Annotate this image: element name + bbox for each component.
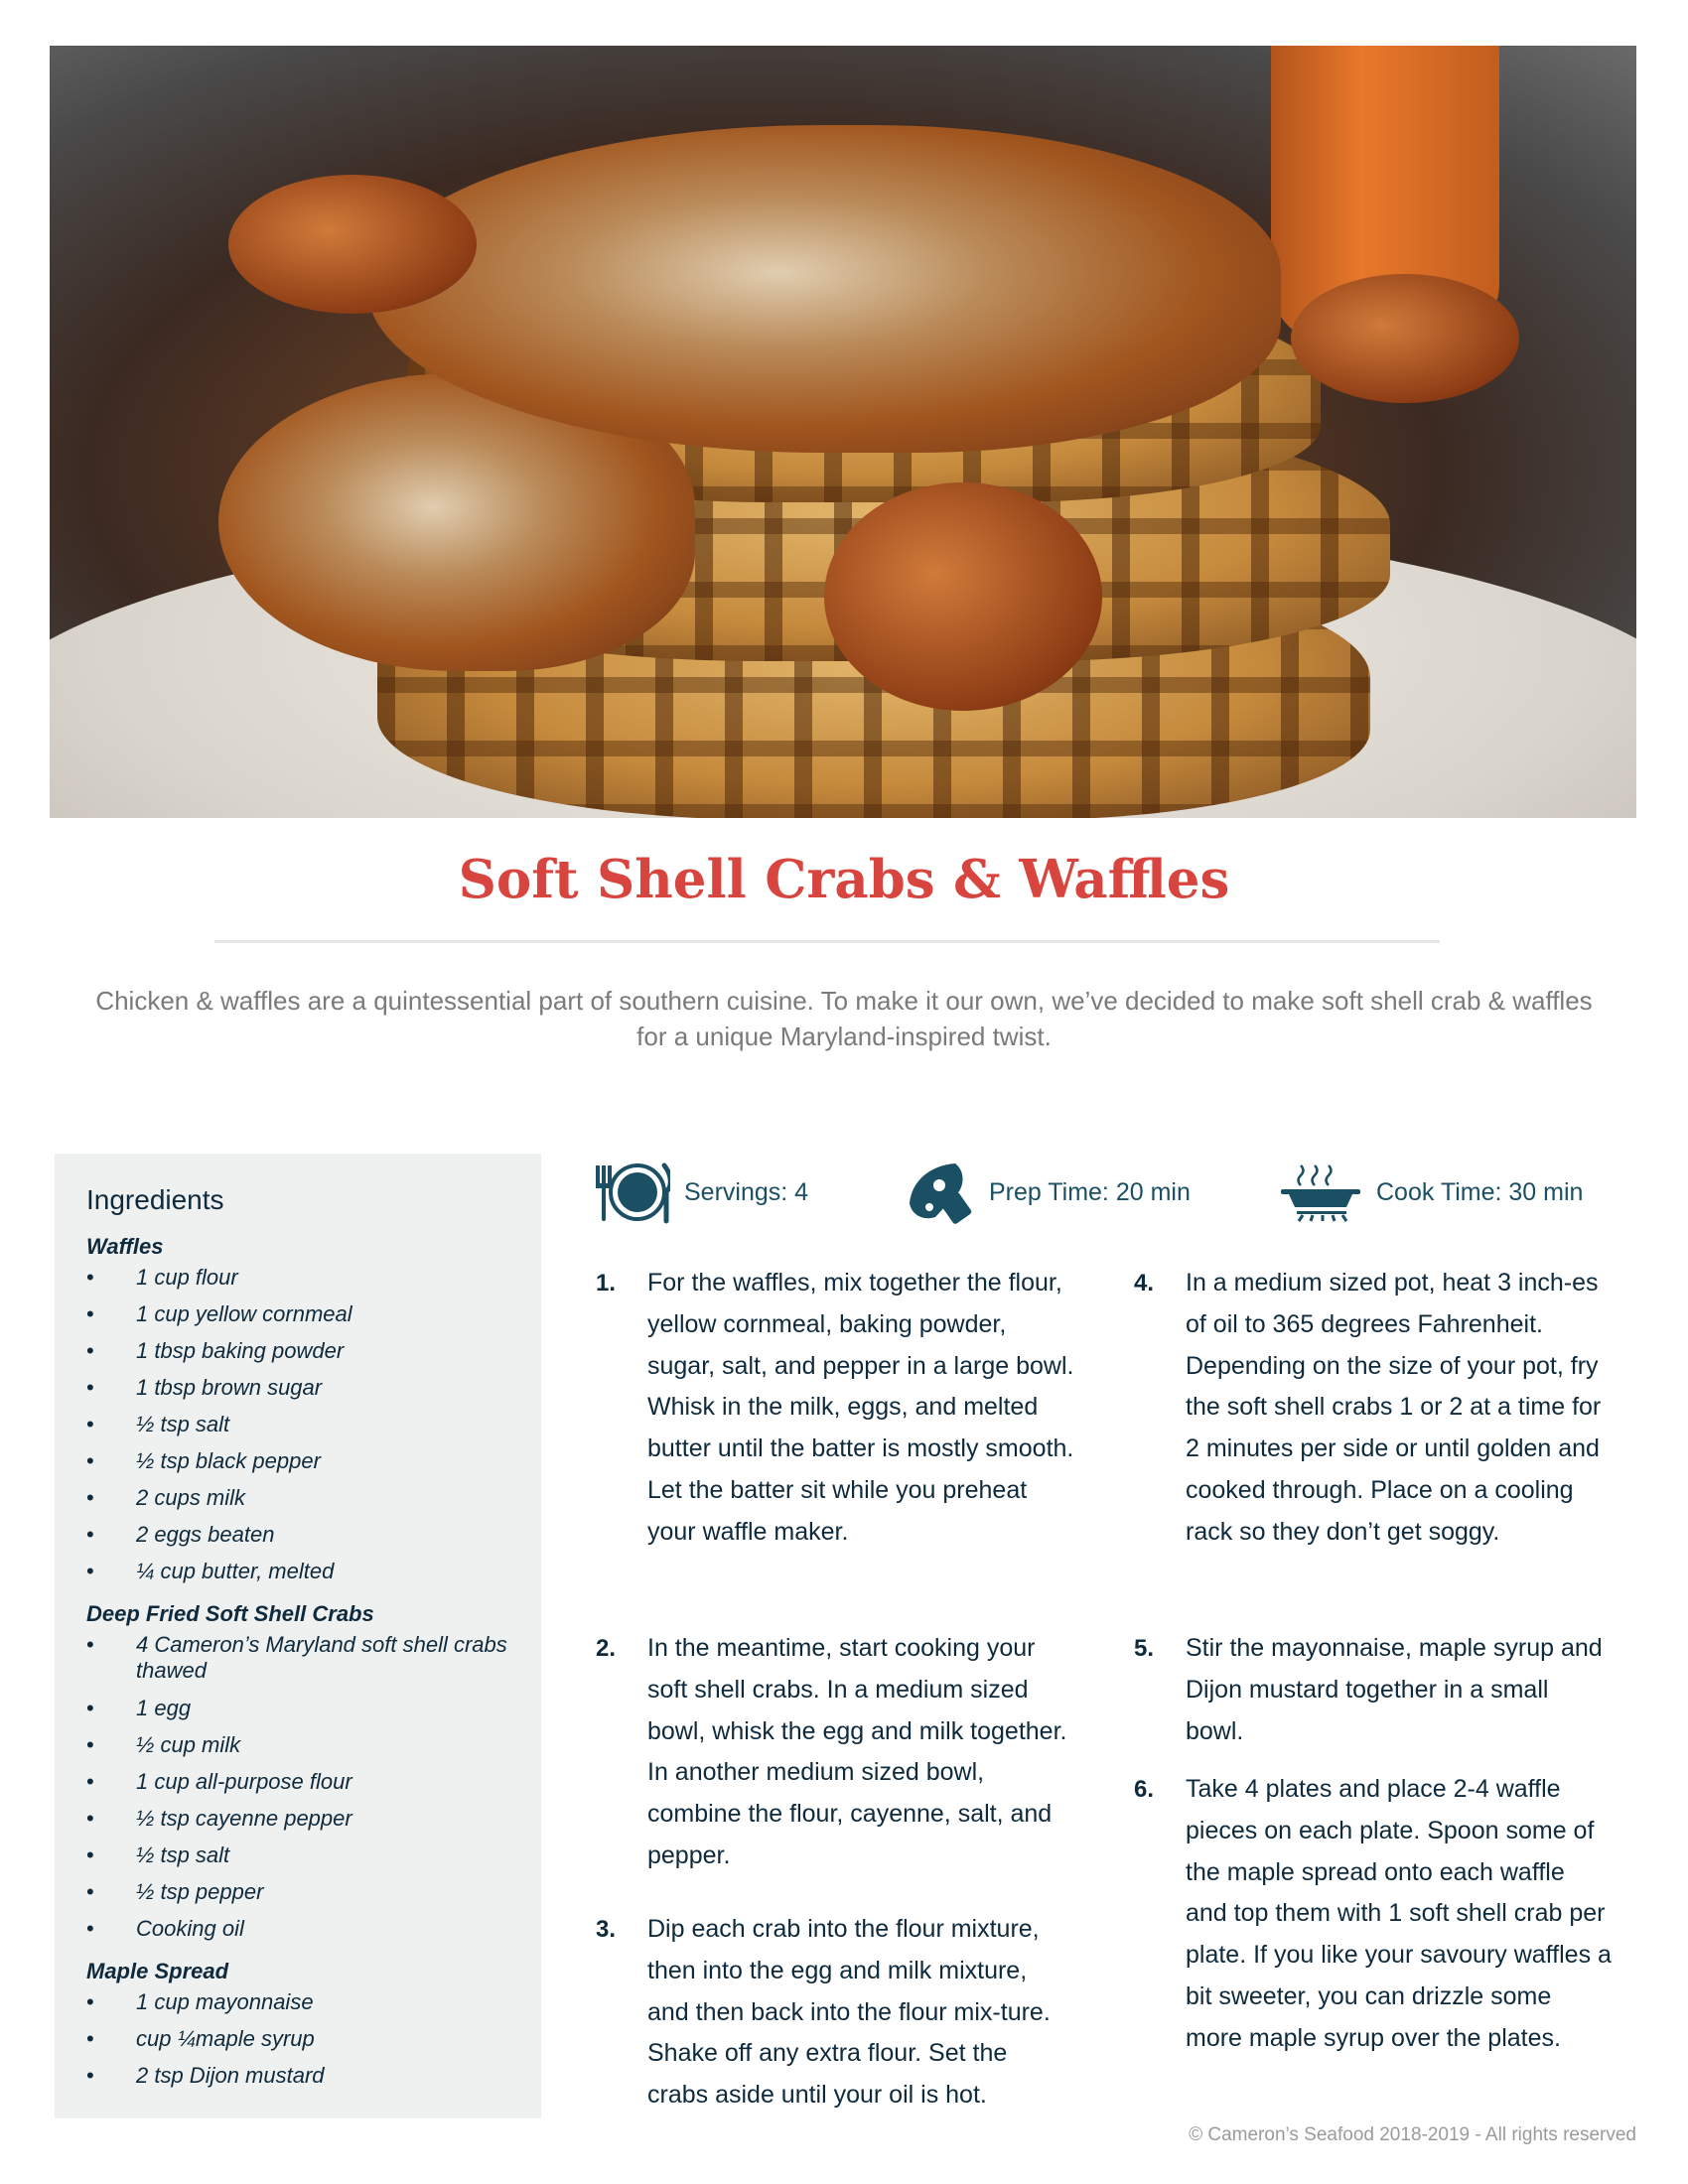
ingredient-text: 1 tbsp brown sugar	[136, 1375, 323, 1400]
step-number: 1.	[596, 1270, 617, 1297]
bullet: •	[86, 1732, 94, 1757]
step-text: For the waffles, mix together the flour, yellow cornmeal, baking powder, sugar, salt, and pepper in a large bowl. Whisk in the milk, eggs, and melted butter until the batter is mostly smooth. Let the batter sit while you preheat your waffle maker.	[647, 1269, 1074, 1546]
ingredient-text: ½ tsp pepper	[136, 1879, 264, 1904]
bullet: •	[86, 1916, 94, 1941]
bullet: •	[86, 1301, 94, 1326]
copyright-footer: © Cameron’s Seafood 2018-2019 - All rights reserved	[1189, 2124, 1636, 2145]
ingredient-item	[86, 1522, 523, 1559]
ingredients-list	[86, 1228, 523, 2100]
ingredient-item	[86, 2063, 523, 2100]
ingredient-item	[86, 1916, 523, 1953]
ingredient-item	[86, 1879, 523, 1916]
step-number: 4.	[1134, 1270, 1155, 1297]
ingredient-text: ½ cup milk	[136, 1732, 241, 1757]
bullet: •	[86, 1696, 94, 1720]
ingredient-item	[86, 1485, 523, 1522]
ingredient-text: 1 tbsp baking powder	[136, 1338, 345, 1363]
bullet: •	[86, 1879, 94, 1904]
bullet: •	[86, 2026, 94, 2051]
ingredient-text: 1 cup mayonnaise	[136, 1989, 314, 2014]
step-number: 5.	[1134, 1635, 1155, 1662]
ingredient-item	[86, 1338, 523, 1375]
ingredient-section-title: Maple Spread	[86, 1959, 229, 1983]
prep-label: Prep Time: 20 min	[989, 1177, 1191, 1206]
ingredient-text: ½ tsp salt	[136, 1843, 230, 1867]
ingredient-section-title: Waffles	[86, 1234, 164, 1259]
cook-label: Cook Time: 30 min	[1376, 1177, 1584, 1206]
ingredient-text: ¼ cup butter, melted	[136, 1559, 335, 1583]
title-divider	[214, 940, 1440, 943]
step-text: Dip each crab into the flour mixture, then into the egg and milk mixture, and then back into the flour mix-ture. Shake off any extra flour. Set the crabs aside until your oil is hot.	[647, 1915, 1051, 2110]
ingredient-text: Cooking oil	[136, 1916, 244, 1941]
ingredients-title: Ingredients	[86, 1184, 224, 1215]
bullet: •	[86, 1412, 94, 1436]
ingredient-text: 1 cup all-purpose flour	[136, 1769, 352, 1794]
ingredient-text: cup ¼maple syrup	[136, 2026, 315, 2051]
step-number: 3.	[596, 1916, 617, 1943]
ingredient-item	[86, 1412, 523, 1448]
ingredient-text: 2 eggs beaten	[136, 1522, 275, 1547]
pan-icon	[1279, 1160, 1362, 1225]
bullet: •	[86, 1265, 94, 1290]
ingredient-item	[86, 1301, 523, 1338]
recipe-title: Soft Shell Crabs & Waffles	[458, 849, 1230, 910]
crab-claw-right	[1291, 274, 1519, 403]
step-text: In the meantime, start cooking your soft shell crabs. In a medium sized bowl, whisk the egg and milk together. In another medium sized bowl, combine the flour, cayenne, salt, and pepper.	[647, 1634, 1067, 1869]
bullet: •	[86, 1769, 94, 1794]
bullet: •	[86, 1632, 94, 1657]
step-text: In a medium sized pot, heat 3 inch-es of oil to 365 degrees Fahrenheit. Depending on the size of your pot, fry the soft shell crabs 1 or 2 at a time for 2 minutes per side or until golden and cooked through. Place on a cooling rack so they don’t get soggy.	[1186, 1269, 1602, 1546]
step-text: Stir the mayonnaise, maple syrup and Dijon mustard together in a small bowl.	[1186, 1634, 1603, 1745]
prep-meta	[906, 1160, 1191, 1225]
cook-meta	[1279, 1160, 1583, 1225]
servings-label: Servings: 4	[684, 1177, 809, 1206]
bullet: •	[86, 1806, 94, 1831]
step-number: 2.	[596, 1635, 617, 1662]
ingredient-item	[86, 1696, 523, 1732]
ingredient-item	[86, 2026, 523, 2063]
ingredient-item	[86, 1732, 523, 1769]
ingredient-item	[86, 1448, 523, 1485]
ingredient-text: 1 cup flour	[136, 1265, 238, 1290]
bullet: •	[86, 1485, 94, 1510]
knife-icon	[906, 1160, 975, 1225]
ingredient-item	[86, 1375, 523, 1412]
bullet: •	[86, 1559, 94, 1583]
bullet: •	[86, 2063, 94, 2088]
hero-photo	[50, 46, 1636, 818]
ingredient-text: 1 cup yellow cornmeal	[136, 1301, 352, 1326]
recipe-intro: Chicken & waffles are a quintessential part of southern cuisine. To make it our own, we’ve decided to make soft shell crab & waffles for a unique Maryland-inspired twist.	[95, 986, 1593, 1051]
ingredient-text: ½ tsp black pepper	[136, 1448, 321, 1473]
ingredient-text: 2 tsp Dijon mustard	[136, 2063, 325, 2088]
plate-icon	[593, 1160, 670, 1225]
bullet: •	[86, 1989, 94, 2014]
ingredient-text: ½ tsp cayenne pepper	[136, 1806, 352, 1831]
crab-upper	[367, 125, 1281, 453]
ingredient-text: ½ tsp salt	[136, 1412, 230, 1436]
crab-leg-front	[824, 482, 1102, 711]
step-number: 6.	[1134, 1776, 1155, 1803]
step-text: Take 4 plates and place 2-4 waffle pieces on each plate. Spoon some of the maple spread onto each waffle and top them with 1 soft shell crab per plate. If you like your savoury waffles a bit sweeter, you can drizzle some more maple syrup over the plates.	[1186, 1775, 1612, 2052]
ingredient-section-title: Deep Fried Soft Shell Crabs	[86, 1601, 374, 1626]
bullet: •	[86, 1338, 94, 1363]
bullet: •	[86, 1522, 94, 1547]
ingredient-text: 4 Cameron’s Maryland soft shell crabs thawed	[136, 1632, 507, 1683]
ingredient-item	[86, 1559, 523, 1595]
ingredient-text: 1 egg	[136, 1696, 192, 1720]
ingredient-item	[86, 1989, 523, 2026]
servings-meta	[593, 1160, 808, 1225]
bullet: •	[86, 1448, 94, 1473]
crab-claw-left	[228, 175, 477, 314]
ingredient-item	[86, 1265, 523, 1301]
ingredient-item	[86, 1806, 523, 1843]
ingredient-item	[86, 1769, 523, 1806]
ingredient-item	[86, 1843, 523, 1879]
bullet: •	[86, 1375, 94, 1400]
ingredient-item	[86, 1632, 523, 1696]
ingredient-text: 2 cups milk	[136, 1485, 246, 1510]
bullet: •	[86, 1843, 94, 1867]
